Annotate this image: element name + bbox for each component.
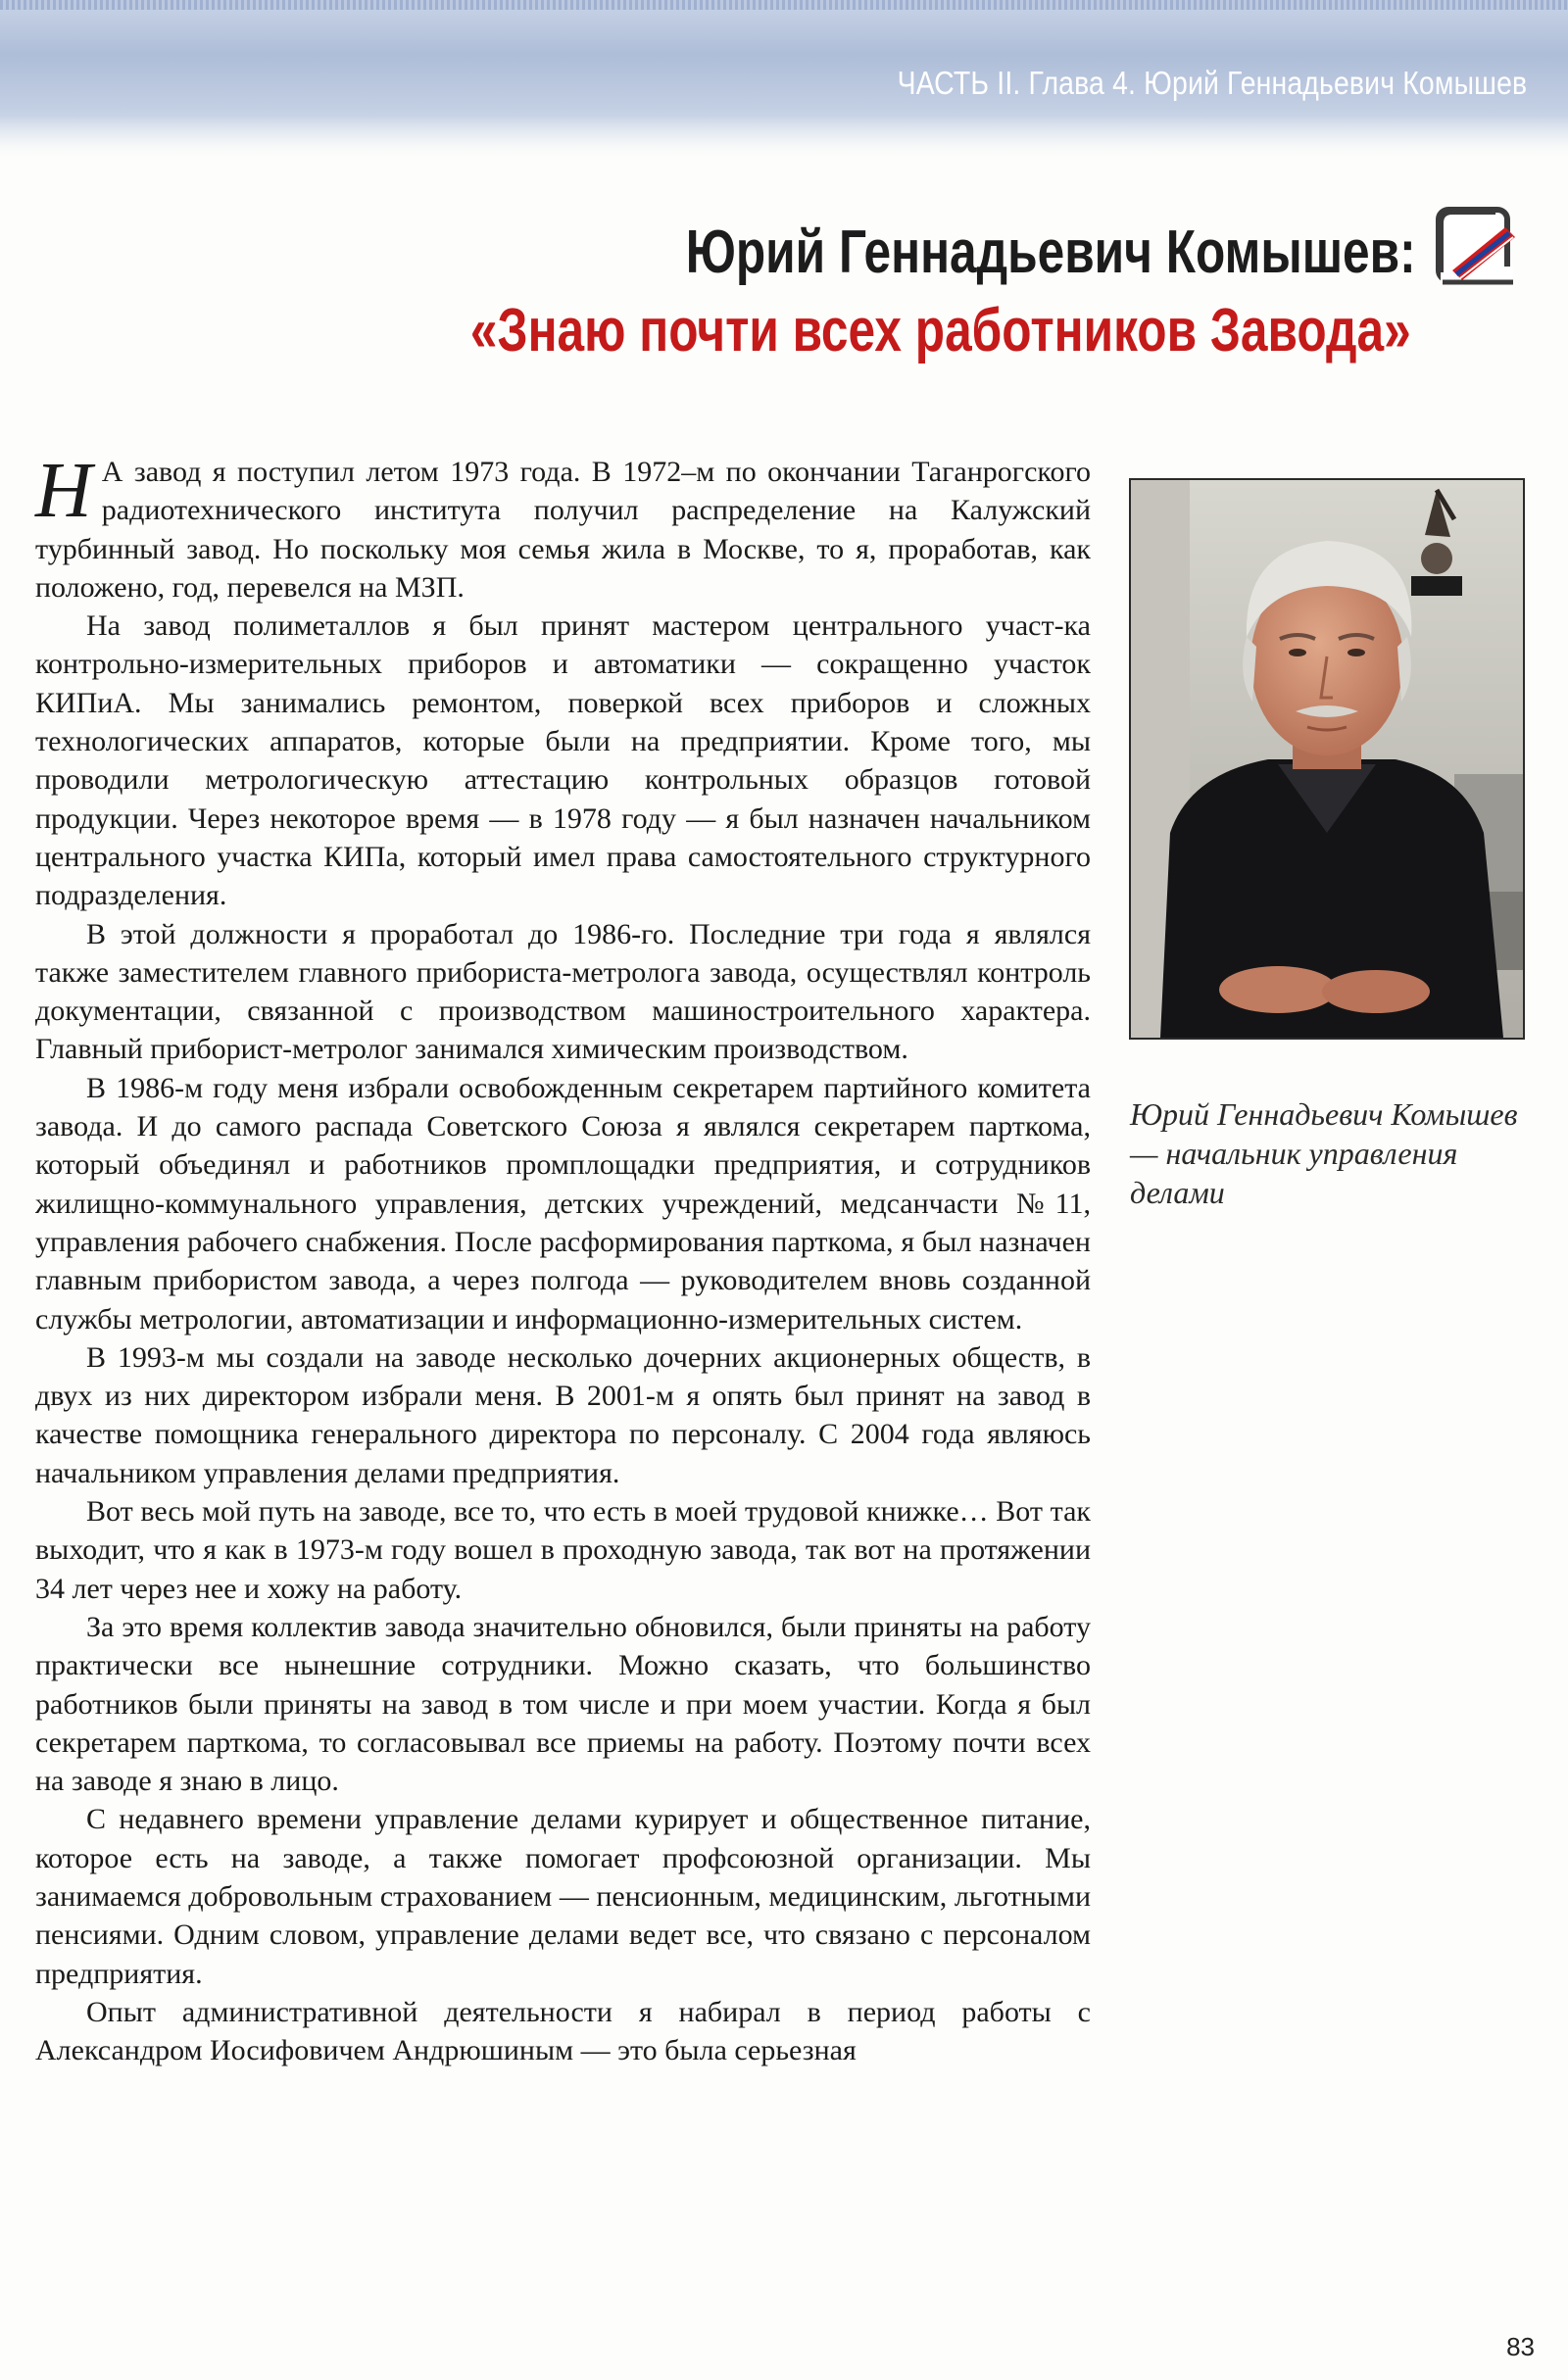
document-pen-icon — [1433, 204, 1519, 290]
paragraph-3: В этой должности я проработал до 1986-го. Последние три года я являлся также заместителем главного прибориста-метролога завода, осуществлял контроль документации, связанной с производством машиностроительного характера. Главный приборист-метролог занимался химическим производством. — [35, 917, 1091, 1066]
paragraph-2: На завод полиметаллов я был принят мастером центрального участ-ка контрольно-измерительных приборов и автоматики — сокращенно участок КИПиА. Мы занимались ремонтом, поверкой всех приборов и сложных технологических аппаратов, которые были на предприятии. Кроме того, мы проводили метрологическую аттестацию контрольных образцов готовой продукции. Через некоторое время — в 1978 году — я был назначен начальником центрального участка КИПа, который имел права самостоятельного структурного подразделения. — [35, 609, 1091, 912]
paragraph-6: Вот весь мой путь на заводе, все то, что есть в моей трудовой книжке… Вот так выходит, что я как в 1973-м году вошел в проходную завода, так вот на протяжении 34 лет через нее и хожу на работу. — [35, 1495, 1091, 1605]
page-number: 83 — [1506, 2332, 1535, 2361]
paragraph-9: Опыт административной деятельности я набирал в период работы с Александром Иосифовичем Андрюшиным — это была серьезная — [35, 1995, 1091, 2067]
article-title — [235, 214, 1519, 370]
portrait-photo — [1129, 478, 1525, 1040]
portrait-illustration — [1131, 480, 1523, 1038]
header-band — [0, 0, 1568, 157]
paragraph-5: В 1993-м мы создали на заводе несколько дочерних акционерных обществ, в двух из них директором избрали меня. В 2001-м я опять был принят на завод в качестве помощника генерального директора по персоналу. С 2004 года являюсь начальником управления делами предприятия. — [35, 1340, 1091, 1489]
running-head: ЧАСТЬ II. Глава 4. Юрий Геннадьевич Комышев — [897, 65, 1527, 101]
paragraph-7: За это время коллектив завода значительно обновился, были приняты на работу практически все нынешние сотрудники. Можно сказать, что большинство работников были приняты на завод в том числе и при моем участии. Когда я был секретарем парткома, то согласовывал все приемы на работу. Поэтому почти всех на заводе я знаю в лицо. — [35, 1610, 1091, 1798]
title-quote: «Знаю почти всех работников Завода» — [470, 297, 1411, 364]
photo-caption: Юрий Геннадьевич Комышев — начальник управления делами — [1130, 1096, 1518, 1210]
title-name: Юрий Геннадьевич Комышев: — [686, 219, 1416, 286]
paragraph-4: В 1986-м году меня избрали освобожденным секретарем партийного комитета завода. И до самого распада Советского Союза я являлся секретарем парткома, который объединял и работников промплощадки предприятия, и сотрудников жилищно-коммунального управления, детских учреждений, медсанчасти №11, управления рабочего снабжения. После расформирования парткома, я был назначен главным прибористом завода, а через полгода — руководителем вновь созданной службы метрологии, автоматизации и информационно-измерительных систем. — [35, 1071, 1091, 1336]
paragraph-1: Н А завод я поступил летом 1973 года. В 1972–м по окончании Таганрогского радиотехнического института получил распределение на Калужский турбинный завод. Но поскольку моя семья жила в Москве, то я, проработав, как положено, год, перевелся на МЗП. — [35, 448, 1091, 604]
paragraph-8: С недавнего времени управление делами курирует и общественное питание, которое есть на заводе, а также помогает профсоюзной организации. Мы занимаемся добровольным страхованием — пенсионным, медицинским, льготными пенсиями. Одним словом, управление делами ведет все, что связано с персоналом предприятия. — [35, 1803, 1091, 1990]
dropcap: Н — [35, 448, 92, 534]
article-body — [35, 448, 1091, 2069]
